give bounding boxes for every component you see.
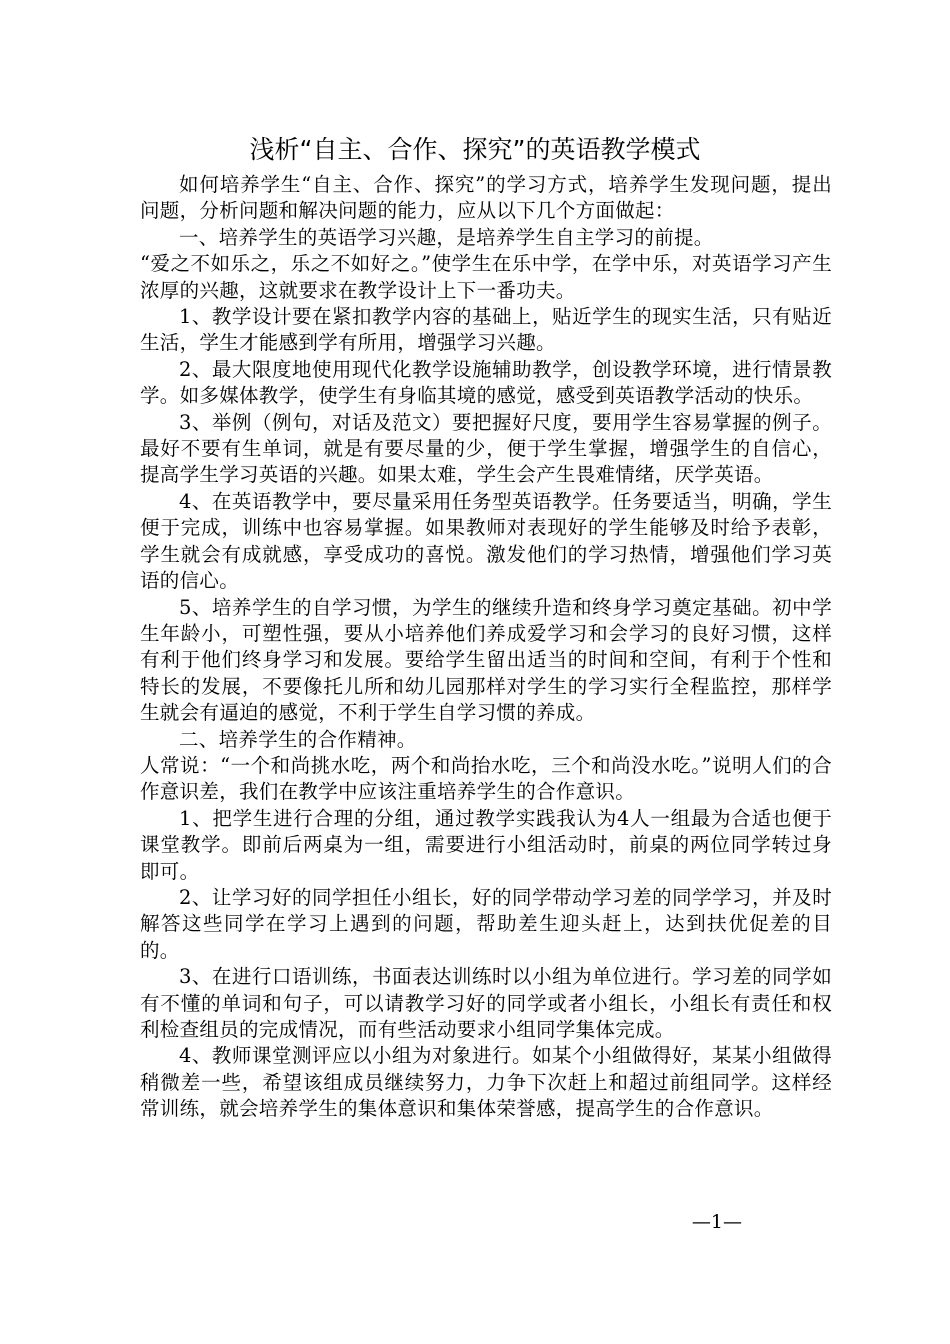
- list-item: 1、把学生进行合理的分组，通过教学实践我认为4人一组最为合适也便于课堂教学。即前后两桌为一组，需要进行小组活动时，前桌的两位同学转过身即可。: [140, 806, 832, 883]
- document-body: [140, 172, 832, 1123]
- list-item: 4、在英语教学中，要尽量采用任务型英语教学。任务要适当，明确，学生便于完成，训练中也容易掌握。如果教师对表现好的学生能够及时给予表彰，学生就会有成就感，享受成功的喜悦。激发他们的学习热情，增强他们学习英语的信心。: [140, 489, 832, 593]
- list-item: 5、培养学生的自学习惯，为学生的继续升造和终身学习奠定基础。初中学生年龄小，可塑性强，要从小培养他们养成爱学习和会学习的良好习惯，这样有利于他们终身学习和发展。要给学生留出适当的时间和空间，有利于个性和特长的发展，不要像托儿所和幼儿园那样对学生的学习实行全程监控，那样学生就会有逼迫的感觉，不利于学生自学习惯的养成。: [140, 595, 832, 725]
- section-heading: 二、培养学生的合作精神。: [179, 727, 417, 751]
- paragraph: 人常说：“一个和尚挑水吃，两个和尚抬水吃，三个和尚没水吃。”说明人们的合作意识差，我们在教学中应该注重培养学生的合作意识。: [140, 753, 832, 804]
- list-item: 1、教学设计要在紧扣教学内容的基础上，贴近学生的现实生活，只有贴近生活，学生才能感到学有所用，增强学习兴趣。: [140, 305, 832, 355]
- section-heading: 一、培养学生的英语学习兴趣，是培养学生自主学习的前提。: [179, 225, 714, 249]
- paragraph: 如何培养学生“自主、合作、探究”的学习方式，培养学生发现问题，提出问题，分析问题和解决问题的能力，应从以下几个方面做起：: [140, 173, 832, 223]
- page-number: —1—: [691, 1211, 742, 1233]
- list-item: 3、举例（例句，对话及范文）要把握好尺度，要用学生容易掌握的例子。最好不要有生单词，就是有要尽量的少，便于学生掌握，增强学生的自信心，提高学生学习英语的兴趣。如果太难，学生会产生畏难情绪，厌学英语。: [140, 410, 832, 487]
- list-item: 2、让学习好的同学担任小组长，好的同学带动学习差的同学学习，并及时解答这些同学在学习上遇到的问题，帮助差生迎头赶上，达到扶优促差的目的。: [140, 885, 832, 962]
- paragraph: “爱之不如乐之，乐之不如好之。”使学生在乐中学，在学中乐，对英语学习产生浓厚的兴趣，这就要求在教学设计上下一番功夫。: [140, 252, 832, 302]
- list-item: 2、最大限度地使用现代化教学设施辅助教学，创设教学环境，进行情景教学。如多媒体教学，使学生有身临其境的感觉，感受到英语教学活动的快乐。: [140, 357, 832, 408]
- document-title: 浅析“自主、合作、探究”的英语教学模式: [249, 135, 701, 164]
- list-item: 3、在进行口语训练，书面表达训练时以小组为单位进行。学习差的同学如有不懂的单词和句子，可以请教学习好的同学或者小组长，小组长有责任和权利检查组员的完成情况，而有些活动要求小组同学集体完成。: [140, 965, 832, 1041]
- list-item: 4、教师课堂测评应以小组为对象进行。如某个小组做得好，某某小组做得稍微差一些，希望该组成员继续努力，力争下次赶上和超过前组同学。这样经常训练，就会培养学生的集体意识和集体荣誉感，提高学生的合作意识。: [140, 1044, 832, 1121]
